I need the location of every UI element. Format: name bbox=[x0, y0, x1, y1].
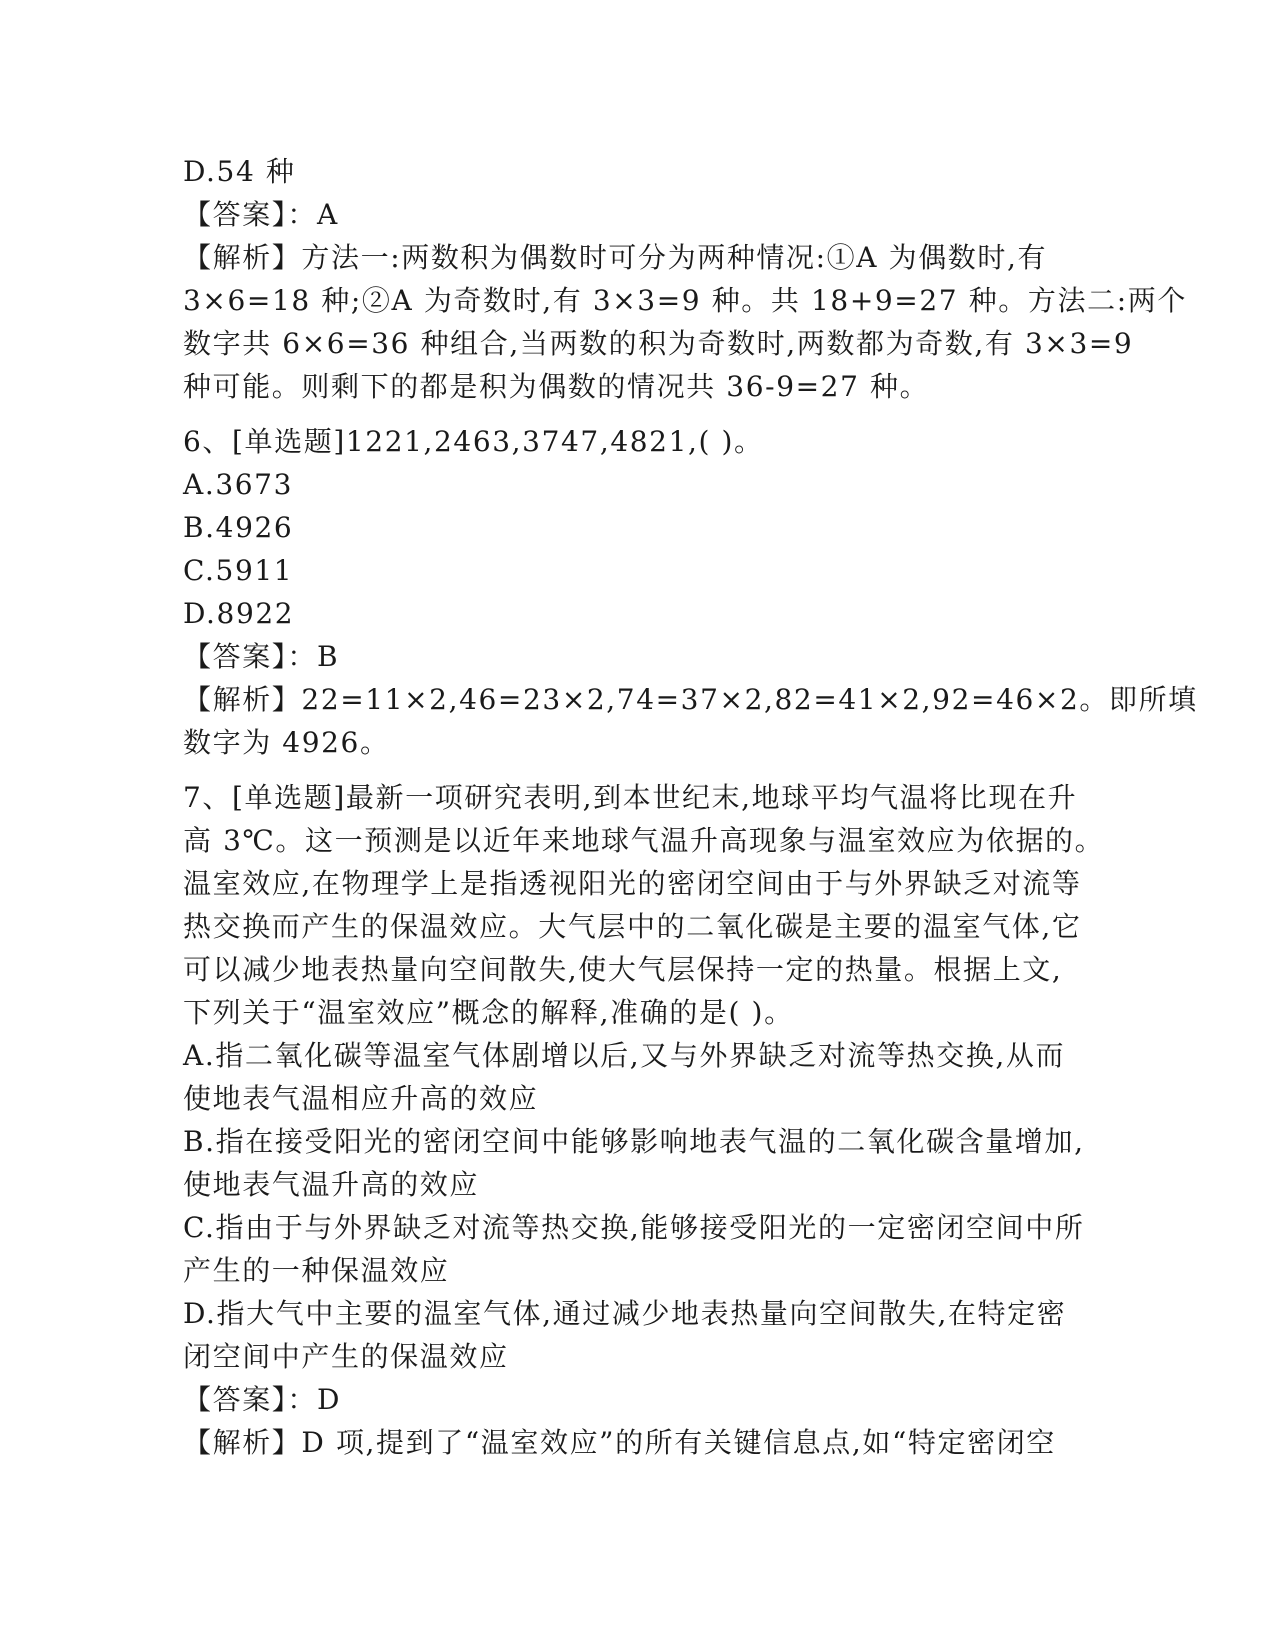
answer-line: 【答案】：B bbox=[183, 640, 340, 673]
option-a: A.3673 bbox=[183, 468, 293, 501]
option-b: 使地表气温升高的效应 bbox=[183, 1168, 480, 1201]
section-gap bbox=[183, 408, 1083, 420]
answer-line: 【答案】：A bbox=[183, 198, 339, 231]
analysis-line: 【解析】方法一:两数积为偶数时可分为两种情况:①A 为偶数时,有 bbox=[183, 241, 1048, 274]
document-page bbox=[183, 150, 1198, 1464]
option-a: 使地表气温相应升高的效应 bbox=[183, 1082, 539, 1115]
analysis-line: 【解析】22=11×2,46=23×2,74=37×2,82=41×2,92=46×2。即所填 bbox=[183, 683, 1198, 716]
question-stem: 7、[单选题]最新一项研究表明,到本世纪末,地球平均气温将比现在升 bbox=[183, 781, 1078, 814]
question-5-tail bbox=[183, 150, 1187, 408]
option-d: D.54 种 bbox=[183, 155, 296, 188]
question-stem: 高 3℃。这一预测是以近年来地球气温升高现象与温室效应为依据的。 bbox=[183, 824, 1105, 857]
section-gap bbox=[183, 764, 1083, 776]
option-d: D.8922 bbox=[183, 597, 295, 630]
option-c: C.5911 bbox=[183, 554, 294, 587]
option-c: C.指由于与外界缺乏对流等热交换,能够接受阳光的一定密闭空间中所 bbox=[183, 1211, 1085, 1244]
option-c: 产生的一种保温效应 bbox=[183, 1254, 450, 1287]
question-6 bbox=[183, 420, 1198, 764]
question-stem: 6、[单选题]1221,2463,3747,4821,( )。 bbox=[183, 425, 764, 458]
analysis-line: 3×6=18 种;②A 为奇数时,有 3×3=9 种。共 18+9=27 种。方法二:两个 bbox=[183, 284, 1187, 317]
option-d: 闭空间中产生的保温效应 bbox=[183, 1340, 509, 1373]
answer-line: 【答案】：D bbox=[183, 1383, 342, 1416]
analysis-line: 【解析】D 项,提到了“温室效应”的所有关键信息点,如“特定密闭空 bbox=[183, 1426, 1056, 1459]
analysis-line: 数字为 4926。 bbox=[183, 726, 390, 759]
question-stem: 热交换而产生的保温效应。大气层中的二氧化碳是主要的温室气体,它 bbox=[183, 910, 1082, 943]
option-d: D.指大气中主要的温室气体,通过减少地表热量向空间散失,在特定密 bbox=[183, 1297, 1067, 1330]
question-stem: 可以减少地表热量向空间散失,使大气层保持一定的热量。根据上文, bbox=[183, 953, 1063, 986]
analysis-line: 数字共 6×6=36 种组合,当两数的积为奇数时,两数都为奇数,有 3×3=9 bbox=[183, 327, 1134, 360]
analysis-line: 种可能。则剩下的都是积为偶数的情况共 36-9=27 种。 bbox=[183, 370, 930, 403]
question-stem: 下列关于“温室效应”概念的解释,准确的是( )。 bbox=[183, 996, 794, 1029]
option-a: A.指二氧化碳等温室气体剧增以后,又与外界缺乏对流等热交换,从而 bbox=[183, 1039, 1066, 1072]
option-b: B.4926 bbox=[183, 511, 294, 544]
question-stem: 温室效应,在物理学上是指透视阳光的密闭空间由于与外界缺乏对流等 bbox=[183, 867, 1082, 900]
question-7 bbox=[183, 776, 1105, 1464]
option-b: B.指在接受阳光的密闭空间中能够影响地表气温的二氧化碳含量增加, bbox=[183, 1125, 1085, 1158]
